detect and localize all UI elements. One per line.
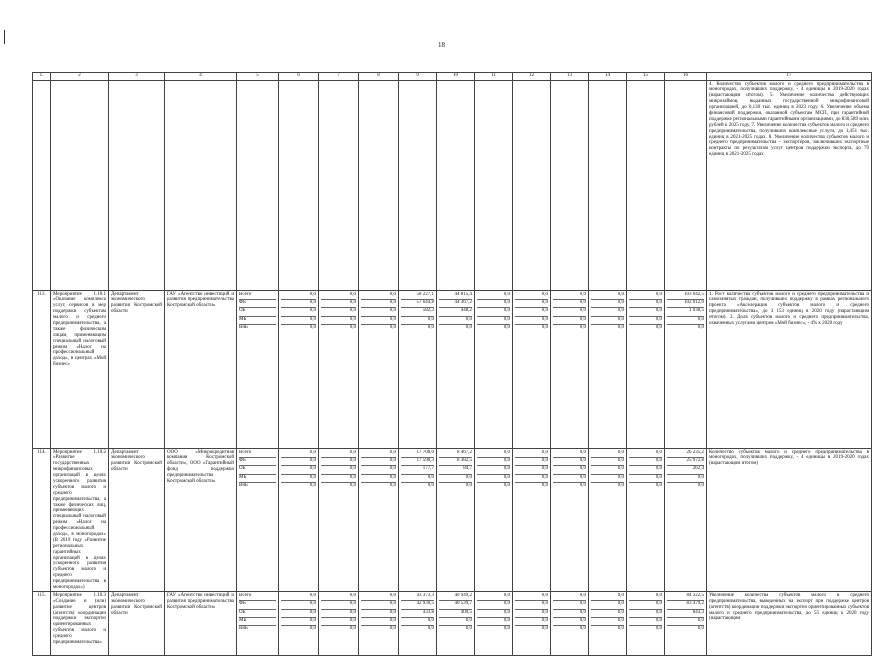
amount-value: 0,0 [553,617,586,625]
amount-value: 0,0 [553,457,586,465]
amount-value: 0,0 [591,474,624,482]
event-name-cell: Мероприятие 1.10.2 «Развитие государственных микрофинансовых организаций в целях ускоренного развития субъектов малого и среднего предпринимательства, а также физических лиц, применяющих специальный налоговый режим «Налог на профессиональный доход», в моногородах» (В 2019 году «Развитие региональных гарантийных организаций в целях ускоренного развития субъектов малого и среднего предпринимательства в моногородах») [51,449,109,592]
amount-value: 0,0 [553,299,586,307]
amount-value: 0,0 [553,307,586,315]
amount-value: 17 768,0 [416,449,434,455]
amount-value: 0,0 [361,299,396,307]
amount-value: 0,0 [361,482,396,490]
amount-value: 0,0 [321,625,356,633]
amount-value: 0,0 [667,474,704,482]
amount-value: 0,0 [361,625,396,633]
amount-value: 0,0 [361,307,396,315]
amount-value: 0,0 [667,324,704,332]
column-number-cell: 15 [627,73,665,81]
amount-value: 0,0 [579,449,586,455]
amount-value: 0,0 [477,324,510,332]
program-table [32,72,872,656]
amount-value: 0,0 [629,299,662,307]
amount-value: 0,0 [321,600,356,608]
amount-value: 0,0 [439,324,472,332]
amount-value: 0,0 [321,482,356,490]
amount-value: 0,0 [477,316,510,324]
amount-value: 0,0 [321,457,356,465]
amount-value: 0,0 [309,449,316,455]
amount-value: 0,0 [477,600,510,608]
amount-value: 0,0 [477,617,510,625]
amount-cell [399,449,437,592]
participant-cell: ГАУ «Агентство инвестиций и развития предпринимательства Костромской области» [165,592,237,656]
amount-value: 0,0 [361,600,396,608]
amount-value: 409,5 [439,609,472,617]
funding-source-label: ВнБ [239,482,276,490]
amount-value: 0,0 [389,291,396,297]
amount-cell [665,291,707,449]
funding-source-label: ВнБ [239,625,276,633]
amount-value: 44 367,2 [439,299,472,307]
amount-cell [627,291,665,449]
amount-value: 0,0 [667,625,704,633]
amount-value: 582,3 [401,307,434,315]
amount-value: 0,0 [629,316,662,324]
column-number-cell: 5 [237,73,279,81]
column-number-cell: 17 [707,73,872,81]
funding-source-label: МБ [239,316,276,324]
column-number-row [33,73,872,81]
column-number-cell: 16 [665,73,707,81]
amount-value: 0,0 [321,307,356,315]
amount-value: 57 644,8 [401,299,434,307]
amount-value: 0,0 [515,474,548,482]
amount-value: 0,0 [281,299,316,307]
amount-cell [319,592,359,656]
amount-value: 0,0 [541,449,548,455]
amount-value: 0,0 [361,324,396,332]
amount-value: 0,0 [401,625,434,633]
amount-value: 0,0 [515,600,548,608]
amount-value: 0,0 [361,457,396,465]
amount-value: 0,0 [629,474,662,482]
amount-value: 0,0 [281,482,316,490]
amount-value: 8 467,2 [457,449,472,455]
amount-value: 0,0 [629,625,662,633]
amount-value: 0,0 [515,307,548,315]
amount-cell [551,291,589,449]
amount-value: 0,0 [655,291,662,297]
amount-cell [279,592,319,656]
amount-value: 0,0 [591,482,624,490]
amount-value: 0,0 [553,474,586,482]
amount-value: 0,0 [503,449,510,455]
amount-value: 0,0 [553,609,586,617]
amount-value: 0,0 [591,307,624,315]
funding-source-label: Всего [239,592,252,598]
amount-cell [475,592,513,656]
amount-value: 0,0 [281,625,316,633]
amount-value: 44 815,4 [454,291,472,297]
executor-cell: Департамент экономического развития Костромской области [109,592,165,656]
column-number-cell: 13 [551,73,589,81]
amount-value: 0,0 [349,592,356,598]
amount-cell [399,592,437,656]
amount-cell [513,291,551,449]
amount-value: 0,0 [361,617,396,625]
amount-cell [589,291,627,449]
executor-cell: Департамент экономического развития Костромской области [109,291,165,449]
amount-value: 0,0 [553,625,586,633]
amount-value: 0,0 [281,474,316,482]
funding-source-label: ОБ [239,307,276,315]
amount-value: 0,0 [401,324,434,332]
amount-value: 0,0 [281,600,316,608]
amount-value: 0,0 [401,482,434,490]
amount-cell [437,449,475,592]
amount-value: 0,0 [591,625,624,633]
event-row [33,592,872,656]
row-number-cell: 114. [33,449,51,592]
amount-value: 25 972,8 [667,457,704,465]
amount-cell [437,592,475,656]
amount-value: 0,0 [629,600,662,608]
amount-cell [589,592,627,656]
amount-value: 0,0 [503,291,510,297]
funding-source-label: ФБ [239,600,276,608]
amount-cell [475,449,513,592]
amount-value: 0,0 [477,625,510,633]
amount-value: 0,0 [503,592,510,598]
column-number-cell: 2 [51,73,109,81]
amount-value: 0,0 [667,316,704,324]
amount-value: 0,0 [655,449,662,455]
amount-value: 17 590,3 [401,457,434,465]
event-row [33,291,872,449]
column-number-cell: 8 [359,73,399,81]
amount-value: 0,0 [591,465,624,473]
column-number-cell: 4 [165,73,237,81]
event-name-cell: Мероприятие 1.10.3 «Создание и (или) развитие центров (агентств) координации поддержки экспортно ориентированных субъектов малого и среднего предпринимательства» [51,592,109,656]
amount-value: 0,0 [477,474,510,482]
funding-source-label: ОБ [239,609,276,617]
amount-value: 0,0 [361,316,396,324]
amount-cell [589,449,627,592]
amount-value: 58 227,1 [416,291,434,297]
amount-value: 0,0 [629,617,662,625]
amount-value: 0,0 [629,324,662,332]
amount-value: 0,0 [617,291,624,297]
amount-value: 0,0 [281,307,316,315]
amount-value: 0,0 [477,482,510,490]
participant-cell: ГАУ «Агентство инвестиций и развития предпринимательства Костромской области» [165,291,237,449]
amount-value: 448,2 [439,307,472,315]
amount-value: 42 939,5 [401,600,434,608]
carryover-row [33,81,872,291]
amount-value: 26 235,2 [686,449,704,455]
amount-cell [513,592,551,656]
funding-source-label: Всего [239,291,252,297]
funding-source-label: МБ [239,474,276,482]
amount-value: 0,0 [361,474,396,482]
amount-cell [279,449,319,592]
amount-value: 0,0 [439,617,472,625]
amount-value: 0,0 [321,474,356,482]
row-number-cell: 115. [33,592,51,656]
column-number-cell: 12 [513,73,551,81]
column-number-cell: 11 [475,73,513,81]
amount-value: 0,0 [629,457,662,465]
amount-value: 0,0 [591,324,624,332]
amount-value: 0,0 [349,291,356,297]
amount-value: 0,0 [321,316,356,324]
amount-value: 0,0 [349,449,356,455]
amount-value: 0,0 [401,617,434,625]
amount-value: 0,0 [477,307,510,315]
amount-value: 0,0 [617,592,624,598]
amount-value: 0,0 [515,324,548,332]
amount-value: 0,0 [515,316,548,324]
amount-value: 0,0 [629,465,662,473]
amount-value: 0,0 [629,482,662,490]
amount-value: 0,0 [515,457,548,465]
amount-value: 0,0 [477,457,510,465]
column-number-cell: 14 [589,73,627,81]
amount-value: 0,0 [477,299,510,307]
column-number-cell: 7 [319,73,359,81]
amount-cell [437,291,475,449]
amount-cell [359,449,399,592]
amount-cell [627,449,665,592]
amount-value: 84,7 [439,465,472,473]
amount-value: 0,0 [579,291,586,297]
amount-value: 84 322,5 [686,592,704,598]
column-number-cell: 10 [437,73,475,81]
amount-value: 0,0 [389,449,396,455]
amount-value: 0,0 [361,609,396,617]
amount-value: 0,0 [591,457,624,465]
funding-source-label: ФБ [239,299,276,307]
amount-cell [319,291,359,449]
amount-value: 0,0 [309,291,316,297]
amount-value: 0,0 [591,617,624,625]
amount-value: 0,0 [281,465,316,473]
amount-value: 0,0 [309,592,316,598]
page-number: 18 [438,41,445,49]
amount-value: 0,0 [321,609,356,617]
amount-value: 0,0 [541,592,548,598]
amount-cell [475,291,513,449]
amount-cell [627,592,665,656]
participant-cell: ООО «Микрокредитная компания Костромской области», ООО «Гарантийный фонд поддержки предпринимательства Костромской области» [165,449,237,592]
amount-value: 103 042,5 [684,291,704,297]
row-number-cell: 113. [33,291,51,449]
amount-value: 0,0 [321,299,356,307]
amount-value: 0,0 [281,609,316,617]
amount-value: 0,0 [281,324,316,332]
amount-value: 0,0 [439,316,472,324]
amount-value: 433,8 [401,609,434,617]
amount-value: 0,0 [655,592,662,598]
amount-value: 0,0 [591,609,624,617]
amount-value: 0,0 [629,609,662,617]
amount-value: 0,0 [401,474,434,482]
carryover-results-cell: 4. Количество субъектов малого и среднего предпринимательства в моногородах, получивших поддержку, - 4 единицы в 2019-2020 годах (нарастающим итогом). 5. Увеличение количества действующих микрозаймов, выданных государственной микрофинансовой организацией, до 0,130 тыс. единиц в 2023 году. 6. Увеличение объема финансовой поддержки, оказанной субъектам МСП, при гарантийной поддержке региональными гарантийными организациями, до 830,589 млн. рублей к 2025 году. 7. Увеличение количества субъектов малого и среднего предпринимательства, получивших комплексные услуги, до 1,451 тыс. единиц в 2021-2025 годах. 8. Увеличение количества субъектов малого и среднего предпринимательства – экспортеров, заключивших экспортные контракты по результатам услуг центров поддержки экспорта, до 79 единиц в 2021-2025 годах [707,81,872,291]
amount-value: 0,0 [515,482,548,490]
amount-value: 0,0 [667,482,704,490]
amount-cell [551,592,589,656]
event-name-cell: Мероприятие 1.10.1 «Оказание комплекса услуг, сервисов и мер поддержки субъектам малого и среднего предпринимательства, а также физическим лицам, применяющим специальный налоговый режим «Налог на профессиональный доход», в центрах «Мой бизнес» [51,291,109,449]
amount-cell [319,449,359,592]
amount-value: 0,0 [389,592,396,598]
margin-mark [4,30,5,44]
amount-value: 102 012,0 [667,299,704,307]
amount-value: 0,0 [553,324,586,332]
column-number-cell: 1. [33,73,51,81]
amount-value: 0,0 [321,617,356,625]
amount-cell [359,291,399,449]
amount-value: 0,0 [477,465,510,473]
executor-cell: Департамент экономического развития Костромской области [109,449,165,592]
amount-value: 40 539,7 [439,600,472,608]
amount-value: 43 373,3 [416,592,434,598]
amount-value: 83 479,2 [667,600,704,608]
amount-value: 0,0 [515,625,548,633]
amount-value: 0,0 [629,307,662,315]
amount-value: 0,0 [553,600,586,608]
funding-source-label: ФБ [239,457,276,465]
amount-value: 0,0 [617,449,624,455]
amount-value: 0,0 [439,482,472,490]
column-number-cell: 3 [109,73,165,81]
column-number-cell: 9 [399,73,437,81]
amount-value: 0,0 [515,617,548,625]
amount-value: 0,0 [553,465,586,473]
amount-cell [665,449,707,592]
event-row [33,449,872,592]
amount-value: 0,0 [477,609,510,617]
amount-cell [359,592,399,656]
amount-value: 0,0 [281,316,316,324]
funding-source-cell [237,592,279,656]
amount-value: 8 382,5 [439,457,472,465]
funding-source-label: МБ [239,617,276,625]
amount-value: 0,0 [541,291,548,297]
amount-value: 0,0 [321,324,356,332]
amount-value: 0,0 [321,465,356,473]
amount-value: 0,0 [361,465,396,473]
amount-value: 0,0 [515,299,548,307]
amount-cell [513,449,551,592]
amount-value: 0,0 [579,592,586,598]
amount-cell [399,291,437,449]
funding-source-label: ОБ [239,465,276,473]
funding-source-cell [237,449,279,592]
amount-value: 843,3 [667,609,704,617]
amount-value: 0,0 [401,316,434,324]
amount-value: 0,0 [553,316,586,324]
column-number-cell: 6 [279,73,319,81]
amount-cell [551,449,589,592]
amount-value: 1 030,5 [667,307,704,315]
amount-value: 0,0 [553,482,586,490]
funding-source-cell [237,291,279,449]
amount-value: 0,0 [439,474,472,482]
results-cell: Количество субъектов малого и среднего предпринимательства в моногородах, получивших поддержку, - 4 единицы в 2019-2020 годах (нарастающим итогом) [707,449,872,592]
amount-value: 0,0 [281,617,316,625]
amount-value: 262,4 [667,465,704,473]
amount-value: 0,0 [667,617,704,625]
amount-value: 0,0 [515,609,548,617]
amount-value: 0,0 [515,465,548,473]
amount-cell [279,291,319,449]
results-cell: Увеличение количества субъектов малого и среднего предпринимательства, выведенных на экспорт при поддержке центров (агентств) координации поддержки экспортно ориентированных субъектов малого и среднего предпринимательства, до 55 единиц к 2020 году (нарастающим [707,592,872,656]
funding-source-label: Всего [239,449,252,455]
amount-value: 0,0 [591,600,624,608]
amount-value: 0,0 [591,316,624,324]
amount-cell [665,592,707,656]
amount-value: 0,0 [439,625,472,633]
amount-value: 40 949,2 [454,592,472,598]
amount-value: 0,0 [591,299,624,307]
amount-value: 0,0 [281,457,316,465]
results-cell: 1. Рост количества субъектов малого и среднего предпринимательства и самозанятых граждан, получивших поддержку в рамках регионального проекта «Акселерация субъектов малого и среднего предпринимательства», до 3 153 единиц в 2020 году (нарастающим итогом). 2. Доля субъектов малого и среднего предпринимательства, охваченных услугами центров «Мой бизнес», - 4% к 2020 году [707,291,872,449]
amount-value: 177,7 [401,465,434,473]
funding-source-label: ВнБ [239,324,276,332]
